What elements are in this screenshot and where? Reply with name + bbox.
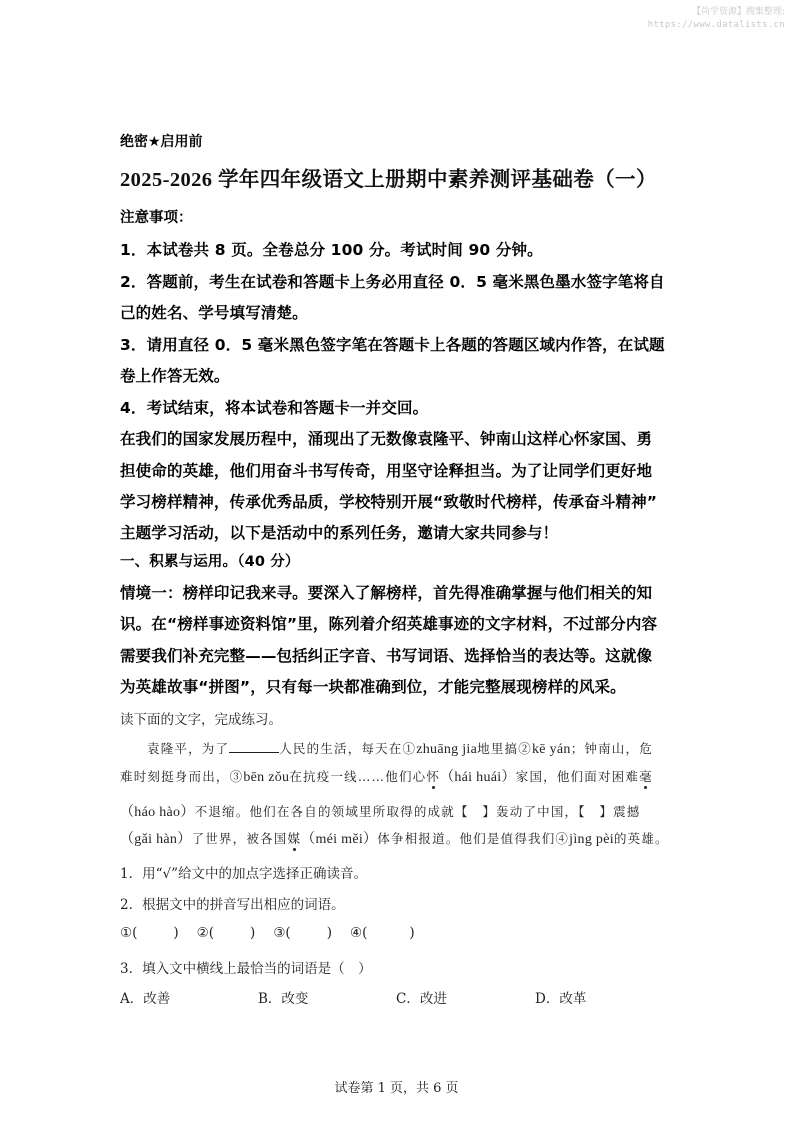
notice-line-1: 1．本试卷共 8 页。全卷总分 100 分。考试时间 90 分钟。 bbox=[120, 241, 543, 259]
secret-label: 绝密★启用前 bbox=[120, 134, 203, 150]
passage-text: 不退缩。他们在各自的领域里所取得的成就【 】轰动了中国，【 】震撼 bbox=[194, 804, 641, 819]
passage-line-1 bbox=[147, 739, 653, 758]
intro-line-2: 担使命的英雄，他们用奋斗书写传奇，用坚守诠释担当。为了让同学们更好地 bbox=[120, 462, 653, 480]
dotted-char: 媒 bbox=[287, 831, 302, 846]
pinyin-choice: （gǎi hàn） bbox=[120, 832, 192, 847]
dotted-char: 怀 bbox=[426, 769, 441, 784]
passage-text: 家国，他们面对困难 bbox=[515, 769, 640, 784]
passage-line-4 bbox=[120, 828, 669, 848]
notice-line-3: 己的姓名、学号填写清楚。 bbox=[120, 304, 308, 322]
pinyin-choice: （hái huái） bbox=[440, 770, 516, 785]
passage-text: 了世界，被各国 bbox=[191, 831, 288, 846]
option-b[interactable]: B．改变 bbox=[258, 991, 309, 1007]
question-1: 1．用“√”给文中的加点字选择正确读音。 bbox=[120, 866, 367, 882]
pinyin-choice: （méi měi） bbox=[301, 832, 378, 847]
answer-slot-4[interactable]: ④( ) bbox=[349, 925, 415, 941]
watermark bbox=[648, 6, 785, 32]
notice-line-5: 卷上作答无效。 bbox=[120, 367, 230, 385]
option-c[interactable]: C．改进 bbox=[396, 991, 447, 1007]
answer-slot-1[interactable]: ①( ) bbox=[120, 925, 179, 941]
passage-text: 袁隆平，为了 bbox=[147, 741, 230, 756]
option-d[interactable]: D．改革 bbox=[535, 991, 587, 1007]
dotted-char: 毫 bbox=[639, 769, 653, 784]
watermark-source: 【尚学资源】搜集整理: bbox=[691, 7, 785, 17]
option-a[interactable]: A．改善 bbox=[120, 991, 171, 1007]
page-footer: 试卷第 1 页，共 6 页 bbox=[334, 1081, 459, 1096]
question-3: 3．填入文中横线上最恰当的词语是（ ） bbox=[120, 961, 372, 977]
context-line-3: 需要我们补充完整——包括纠正字音、书写词语、选择恰当的表达等。这就像 bbox=[120, 647, 653, 665]
passage-text: 在抗疫一线……他们心 bbox=[289, 769, 427, 784]
context-line-1: 情境一：榜样印记我来寻。要深入了解榜样，首先得准确掌握与他们相关的知 bbox=[120, 584, 653, 602]
passage-line-3 bbox=[120, 801, 641, 821]
intro-line-3: 学习榜样精神，传承优秀品质，学校特别开展“致敬时代榜样，传承奋斗精神” bbox=[120, 493, 658, 511]
notice-line-2: 2．答题前，考生在试卷和答题卡上务必用直径 0．5 毫米黑色墨水签字笔将自 bbox=[120, 273, 665, 291]
notice-line-6: 4．考试结束，将本试卷和答题卡一并交回。 bbox=[120, 399, 429, 417]
context-line-2: 识。在“榜样事迹资料馆”里，陈列着介绍英雄事迹的文字材料，不过部分内容 bbox=[120, 615, 658, 633]
pinyin-3: bēn zǒu bbox=[243, 770, 290, 785]
question-2: 2．根据文中的拼音写出相应的词语。 bbox=[120, 897, 345, 913]
context-line-4: 为英雄故事“拼图”，只有每一块都准确到位，才能完整展现榜样的风采。 bbox=[120, 678, 626, 696]
notice-heading: 注意事项： bbox=[120, 210, 193, 226]
answer-slots bbox=[120, 925, 433, 941]
intro-line-4: 主题学习活动，以下是活动中的系列任务，邀请大家共同参与！ bbox=[120, 524, 559, 542]
fill-blank[interactable] bbox=[229, 740, 279, 753]
answer-slot-3[interactable]: ③( ) bbox=[273, 925, 332, 941]
reading-instruction: 读下面的文字，完成练习。 bbox=[120, 712, 282, 728]
notice-line-4: 3．请用直径 0．5 毫米黑色签字笔在答题卡上各题的答题区域内作答，在试题 bbox=[120, 336, 665, 354]
pinyin-choice: （háo hào） bbox=[120, 805, 195, 820]
passage-text: ；钟南山，危 bbox=[570, 741, 653, 756]
page-title: 2025-2026 学年四年级语文上册期中素养测评基础卷（一） bbox=[120, 169, 657, 191]
passage-text: 体争相报道。他们是值得我们④ bbox=[377, 831, 570, 846]
pinyin-1: zhuāng jia bbox=[416, 742, 478, 757]
answer-slot-2[interactable]: ②( ) bbox=[196, 925, 256, 941]
section-heading: 一、积累与运用。（40 分） bbox=[120, 554, 300, 570]
passage-line-2 bbox=[120, 766, 653, 786]
passage-text: 地里搞② bbox=[477, 741, 532, 756]
watermark-url: https://www.datalists.cn bbox=[647, 20, 785, 30]
intro-line-1: 在我们的国家发展历程中，涌现出了无数像袁隆平、钟南山这样心怀家国、勇 bbox=[120, 430, 653, 448]
passage-text: 人民的生活，每天在① bbox=[279, 741, 417, 756]
pinyin-2: kē yán bbox=[531, 742, 571, 757]
pinyin-4: jìng pèi bbox=[569, 832, 614, 847]
passage-text: 难时刻挺身而出，③ bbox=[120, 769, 244, 784]
passage-text: 的英雄。 bbox=[613, 831, 669, 846]
